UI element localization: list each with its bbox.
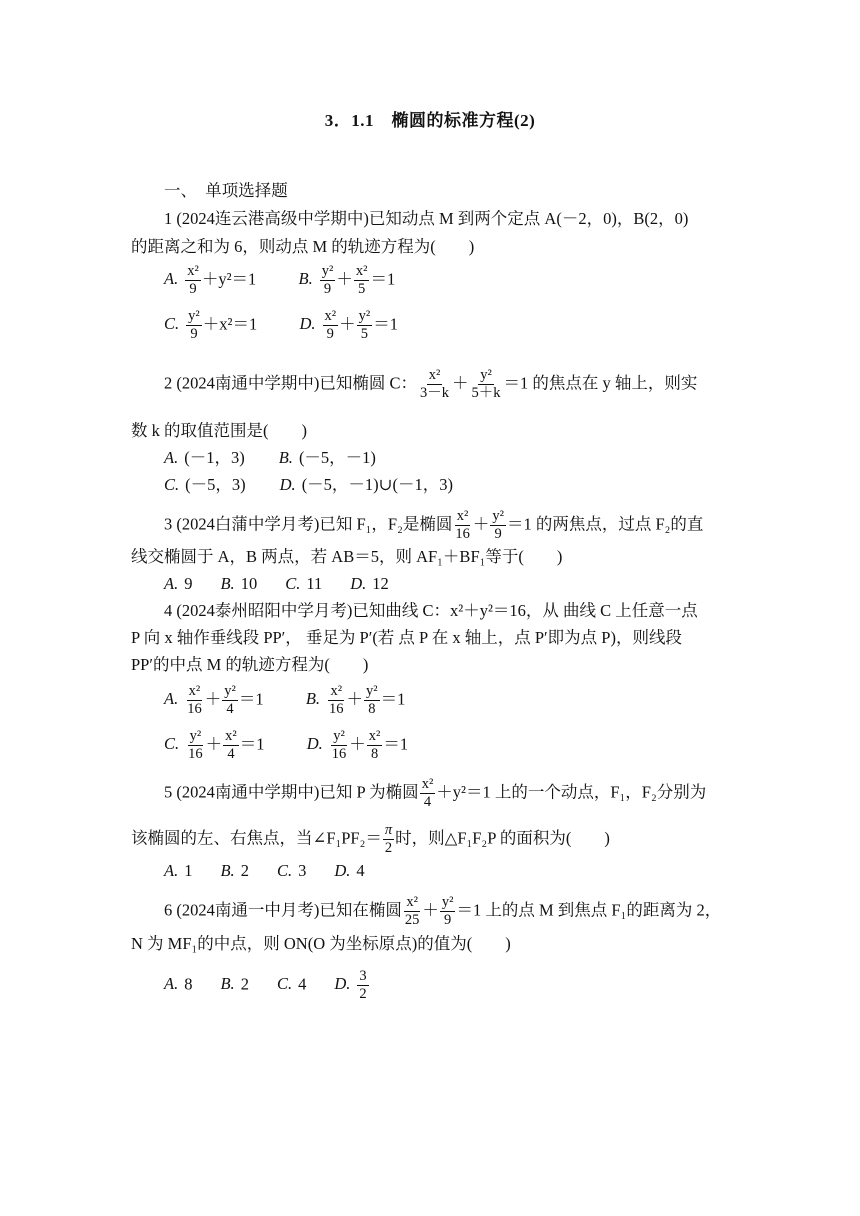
q2-options-cd: C. (－5，3) D. (－5，－1)∪(－1，3): [164, 475, 453, 494]
fraction: $\frac{\text{x²}}{16}$: [455, 508, 470, 542]
page-title: 3．1.1 椭圆的标准方程(2): [324, 111, 536, 130]
q4-line2: P 向 x 轴作垂线段 PP′， 垂足为 P′(若 点 P 在 x 轴上，点 P′即为点 P)，则线段: [131, 628, 682, 647]
fraction: $\frac{\text{x²}}{3-k}$: [420, 367, 449, 401]
fraction: $\frac{\text{y²}}{9}$: [441, 894, 454, 928]
q6-options: A. 8 B. 2 C. 4 D. $\frac{3}{2}$: [164, 968, 367, 1002]
q1-options-cd: C. $\frac{\text{y²}}{9}$ ＋x²＝1 D. $\frac{\text{x²}}{9}$ ＋ $\frac{\text{y²}}{5}$ ＝1: [164, 308, 398, 342]
fraction: $\frac{\text{y²}}{4}$: [224, 683, 236, 717]
q6-line2: N 为 MF₁的中点，则 ON(O 为坐标原点)的值为( ): [131, 934, 511, 953]
q1-option-a-label: A.: [164, 269, 179, 289]
fraction: $\frac{\text{x²}}{4}$: [421, 776, 434, 810]
fraction: $\frac{\text{y²}}{9}$: [188, 308, 200, 342]
section-heading: 一、 单项选择题: [164, 181, 288, 200]
fraction: $\frac{\text{x²}}{9}$: [324, 308, 337, 342]
q1-line2: 的距离之和为 6，则动点 M 的轨迹方程为( ): [131, 237, 475, 256]
q1-options-ab: A. $\frac{\text{x²}}{9}$ ＋y²＝1 B. $\frac{\text{y²}}{9}$ ＋ $\frac{\text{x²}}{5}$ ＝1: [164, 263, 396, 297]
fraction: $\frac{\text{x²}}{9}$: [187, 263, 199, 297]
fraction: $\frac{\text{x²}}{25}$: [404, 894, 420, 928]
fraction: $\frac{\text{x²}}{5}$: [355, 263, 368, 297]
fraction: $\frac{\text{y²}}{9}$: [321, 263, 334, 297]
q4-line3: PP′的中点 M 的轨迹方程为( ): [131, 655, 369, 674]
q4-options-cd: C. $\frac{\text{y²}}{16}$ ＋ $\frac{\text{x²}}{4}$ ＝1 D. $\frac{\text{y²}}{16}$ ＋ $\frac{\text{x²}}{8}$ ＝1: [164, 728, 409, 762]
fraction: $\frac{\pi}{2}$: [384, 822, 393, 856]
q5-line1: 5 (2024南通中学期中)已知 P 为椭圆 $\frac{\text{x²}}{4}$ ＋y²＝1 上的一个动点，F₁，F₂分别为: [164, 776, 707, 810]
fraction: $\frac{\text{y²}}{5+k}$: [471, 367, 501, 401]
fraction: $\frac{\text{y²}}{9}$: [492, 508, 504, 542]
q3-line1: 3 (2024白蒲中学月考)已知 F₁，F₂是椭圆 $\frac{\text{x²}}{16}$ ＋ $\frac{\text{y²}}{9}$ ＝1 的两焦点，过点 F₂的直: [164, 508, 704, 542]
q1-line1: 1 (2024连云港高级中学期中)已知动点 M 到两个定点 A(－2，0)，B(2，0): [164, 209, 689, 228]
fraction: $\frac{\text{x²}}{16}$: [187, 683, 202, 717]
q3-line2: 线交椭圆于 A，B 两点，若 AB＝5，则 AF₁＋BF₁等于( ): [131, 547, 563, 566]
q1-option-b-label: B.: [298, 269, 313, 289]
fraction: $\frac{3}{2}$: [359, 968, 367, 1002]
fraction: $\frac{\text{x²}}{8}$: [368, 728, 381, 762]
q4-line1: 4 (2024泰州昭阳中学月考)已知曲线 C：x²＋y²＝16，从 曲线 C 上任意一点: [164, 601, 698, 620]
q2-line1: 2 (2024南通中学期中)已知椭圆 C： $\frac{\text{x²}}{3-k}$ ＋ $\frac{\text{y²}}{5+k}$ ＝1 的焦点在 y 轴上，则实: [164, 367, 698, 401]
q6-line1: 6 (2024南通一中月考)已知在椭圆 $\frac{\text{x²}}{25}$ ＋ $\frac{\text{y²}}{9}$ ＝1 上的点 M 到焦点 F₁的距离为 2，: [164, 894, 722, 928]
q4-options-ab: A. $\frac{\text{x²}}{16}$ ＋ $\frac{\text{y²}}{4}$ ＝1 B. $\frac{\text{x²}}{16}$ ＋ $\frac{\text{y²}}{8}$ ＝1: [164, 683, 406, 717]
q1-option-c-label: C.: [164, 314, 180, 334]
q2-options-ab: A. (－1，3) B. (－5，－1): [164, 448, 376, 467]
q2-line2: 数 k 的取值范围是( ): [131, 421, 307, 440]
q5-line2: 该椭圆的左、右焦点，当∠F₁PF₂＝ $\frac{\pi}{2}$ 时，则△F₁F₂P 的面积为( ): [131, 822, 610, 856]
q1-option-d-label: D.: [299, 314, 316, 334]
fraction: $\frac{\text{y²}}{16}$: [188, 728, 203, 762]
fraction: $\frac{\text{x²}}{16}$: [329, 683, 344, 717]
fraction: $\frac{\text{y²}}{5}$: [358, 308, 371, 342]
q5-options: A. 1 B. 2 C. 3 D. 4: [164, 861, 365, 880]
fraction: $\frac{\text{y²}}{8}$: [366, 683, 378, 717]
fraction: $\frac{\text{x²}}{4}$: [225, 728, 237, 762]
q3-options: A. 9 B. 10 C. 11 D. 12: [164, 574, 389, 593]
fraction: $\frac{\text{y²}}{16}$: [331, 728, 347, 762]
